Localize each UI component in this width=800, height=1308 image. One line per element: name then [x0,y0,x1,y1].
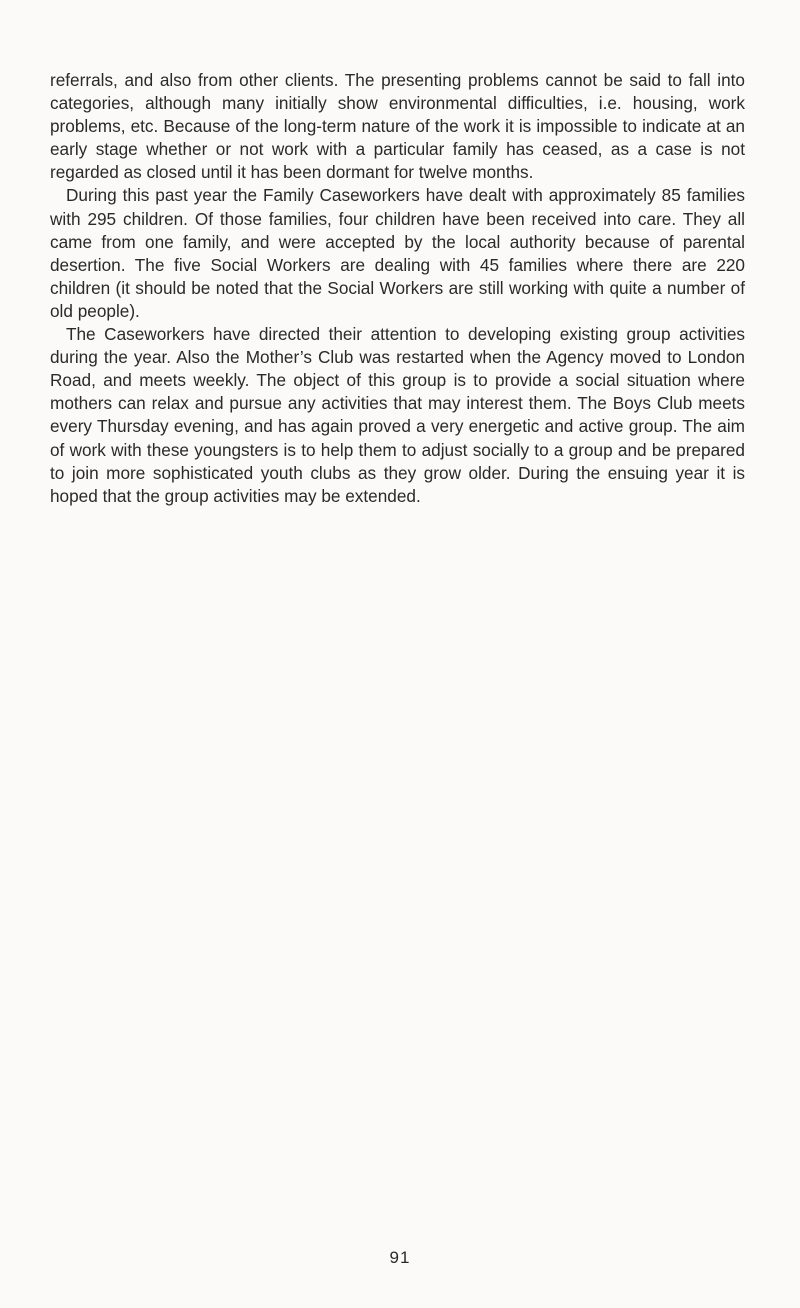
paragraph-2: During this past year the Family Caseworkers have dealt with approximately 85 families with 295 children. Of those families, four children have been received into care. They all came from one family, and were accepted by the local authority because of parental desertion. The five Social Workers are dealing with 45 families where there are 220 children (it should be noted that the Social Workers are still working with quite a number of old people). [50,185,745,321]
body-text [50,69,745,508]
paragraph-3: The Caseworkers have directed their attention to developing existing group activities during the year. Also the Mother’s Club was restarted when the Agency moved to London Road, and meets weekly. The object of this group is to provide a social situation where mothers can relax and pursue any activities that may interest them. The Boys Club meets every Thursday evening, and has again proved a very energetic and active group. The aim of work with these youngsters is to help them to adjust socially to a group and be prepared to join more sophisticated youth clubs as they grow older. During the ensuing year it is hoped that the group activities may be extended. [50,324,745,506]
page-number: 91 [389,1248,411,1267]
paragraph-1: referrals, and also from other clients. The presenting problems cannot be said to fall into categories, although many initially show environmental difficulties, i.e. housing, work problems, etc. Because of the long-term nature of the work it is impossible to indicate at an early stage whether or not work with a particular family has ceased, as a case is not regarded as closed until it has been dormant for twelve months. [50,70,745,183]
